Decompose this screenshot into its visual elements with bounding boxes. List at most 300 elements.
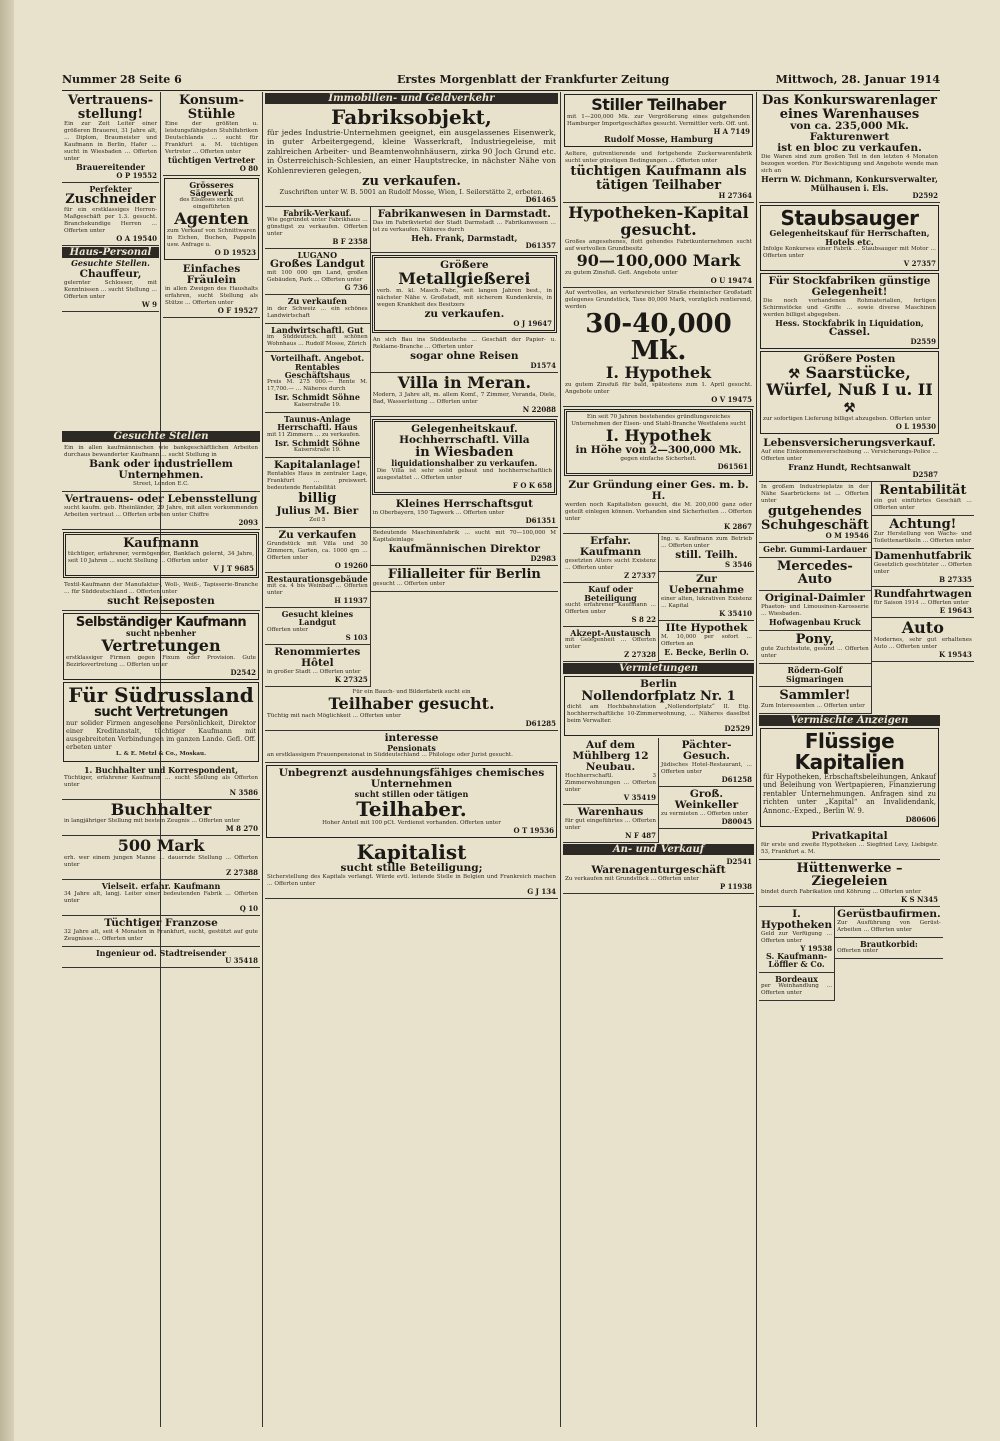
ad-text: erh. wer einem jungen Manne … dauernde Stellung … Offerten unter: [64, 855, 258, 869]
ad-ref: D61351: [525, 515, 556, 525]
ad-ref: D80045: [721, 817, 752, 827]
ad-ref: D2983: [530, 553, 556, 563]
ad-metallgiesserei: [372, 255, 557, 333]
ad-sub: Großes Landgut: [269, 258, 365, 271]
ad-title: Vertrauens- oder Lebensstellung: [64, 493, 258, 506]
col5-split: [759, 482, 972, 713]
ad-sub: tüchtigen Vertreter: [168, 155, 255, 166]
ad-title: Restaurationsgebäude: [267, 573, 368, 584]
ad-text: mit 1—200,000 Mk. zur Vergrößerung eines gutgehenden Hamburger Importgeschäftes gesucht. Vermittler verb. Off. unt.: [567, 113, 750, 127]
ad-kapitalist: [265, 840, 558, 899]
ad-iite-hypothek: [659, 621, 754, 660]
ad-reklame: [371, 335, 558, 373]
ad-title: Mercedes-Auto: [776, 558, 853, 588]
page-binding: [0, 0, 14, 1441]
ad-amount: 30-40,000 Mk.: [585, 308, 732, 367]
ad-title: Gelegenheitskauf. Hochherrschaftl. Villa: [399, 422, 530, 446]
ad-privatkapital: [759, 829, 940, 860]
lower-split: [62, 764, 260, 968]
ad-buchhalter-korrespondent: [62, 764, 260, 799]
ad-title: sucht Reiseposten: [107, 594, 215, 607]
ad-ref: K 35410: [719, 609, 752, 619]
column-rule: [560, 92, 561, 1427]
ad-title: Stiller Teilhaber: [591, 95, 726, 114]
ad-sub: in Wiesbaden: [415, 444, 514, 460]
ad-gruendung-gmbh: [563, 478, 754, 534]
ad-ref: Z 27337: [624, 571, 656, 581]
ad-filialleiter: [371, 566, 558, 593]
ad-sub: zu verkaufen.: [362, 174, 461, 190]
ad-chemisches-unternehmen: [266, 765, 557, 837]
ad-text: in langjähriger Stellung mit bestem Zeugnis … Offerten unter: [64, 818, 240, 825]
ad-text: Sicherstellung des Kapitals verlangt. Würde evtl. leitende Stelle in Belgien und Frankreich machen … Offerten unter: [267, 873, 556, 887]
ad-ref: G J 134: [527, 886, 556, 896]
ad-ref: O J 19647: [513, 318, 552, 328]
ad-reiseposten: [62, 580, 260, 611]
ad-ref: 2093: [238, 518, 258, 528]
ad-huettenwerke: [759, 860, 940, 907]
ad-title: Bank oder industriellem Unternehmen.: [89, 458, 233, 482]
ad-sub: Pensionats: [387, 742, 436, 753]
ad-title-text: Saarstücke, Würfel, Nuß I u. II: [766, 363, 933, 400]
ad-text: für gut eingeführtes … Offerten unter: [565, 818, 656, 832]
ad-hypotheken-kapital: [563, 203, 754, 287]
ad-landwirtschaft: [265, 324, 370, 352]
ad-firm: Hess. Stockfabrik in Liquidation,: [775, 317, 924, 328]
ad-title: Erfahr. Kaufmann: [579, 535, 642, 559]
hammer-pick-icon: ⚒: [843, 400, 856, 416]
ad-text: Die Waren sind zum großen Teil in den letzten 4 Monaten bezogen worden. Für Besichtigung und Angebote wende man sich an: [761, 154, 938, 175]
ad-title: Zu verkaufen: [287, 296, 347, 307]
ad-text: für jedes Industrie-Unternehmen geeignet, ein ausgelassenes Eisenwerk, in guter Arbeitergegend, kleine Wasserkraft, Industriegeleise, mit zahlreichen Arbeiter- und Beamtenwohnhäusern, zirka 90 Joch Grund etc. in Österreichisch-Schlesien, an einer Hauptstrecke, in nächster Nähe von Kohlenrevieren gelegen,: [267, 128, 556, 175]
ad-title: tüchtigen Kaufmann als tätigen Teilhaber: [570, 164, 747, 193]
ad-contact: Zuschriften unter W. B. 5001 an Rudolf Mosse, Wien, I. Seilerstätte 2, erbeten.: [279, 187, 544, 196]
ad-fraeulein: [163, 262, 260, 318]
ad-title: Gebr. Gummi-Lardauer: [763, 544, 867, 555]
ad-konsum-stuehle: [163, 92, 260, 176]
ad-text: Rentables Haus in zentraler Lage, Frankfurt … preiswert. bedeutende Rentabilität: [267, 471, 368, 491]
ad-muehlberg: [563, 738, 658, 805]
ad-sammler: [759, 687, 871, 714]
column-3: [265, 92, 558, 1427]
ad-bank-industrie: [62, 443, 260, 492]
ad-text: Jüdisches Hotel-Restaurant, … Offerten unter: [661, 761, 752, 775]
ad-rentabilitaet: [872, 482, 974, 516]
ad-uebernahme: [659, 572, 754, 621]
ad-villa-meran: [371, 373, 558, 417]
ad-schuhgeschaeft: [759, 482, 871, 543]
ad-kapitalanlage: [265, 458, 370, 528]
ad-gelegenheitskauf-villa: [372, 419, 557, 495]
ad-title: Tüchtiger Franzose: [104, 916, 218, 929]
ad-title: Buchhalter: [110, 799, 212, 819]
ad-firm: Hofwagenbau Kruck: [769, 617, 861, 628]
ad-mercedes-auto: [759, 558, 871, 591]
ad-title: Kleines Herrschaftsgut: [395, 497, 533, 510]
ad-text: Wie gegründet unter Fabrikhaus … günstigst zu verkaufen. Offerten unter: [267, 217, 368, 238]
ad-ref: N 22088: [522, 404, 556, 414]
ad-title: Kapitalist: [356, 839, 467, 864]
ad-konkurswarenlager: [759, 92, 940, 203]
ad-firm: Herrn W. Dichmann, Konkursverwalter, Mülhausen i. Els.: [761, 174, 938, 193]
ad-kicker: Größere Posten: [803, 353, 896, 366]
ad-ref: O A 19540: [116, 233, 157, 243]
section-gesuchte-stellen: Gesuchte Stellen.: [71, 257, 150, 268]
ad-address: Zeil 5: [309, 516, 326, 523]
ad-text: einer alten, lukrativen Existenz … Kapital: [661, 596, 752, 610]
issue-number: Nummer 28 Seite 6: [62, 73, 182, 86]
ad-title: Zur Uebernahme: [668, 573, 745, 597]
ad-franzose: [62, 916, 260, 947]
ad-text: Geld zur Verfügung … Offerten unter: [761, 930, 833, 944]
ad-big: Agenten: [174, 209, 249, 229]
ad-title: Hüttenwerke – Ziegeleien: [796, 860, 903, 890]
ad-teilhaber-gesucht: [265, 687, 558, 731]
ad-ref: O P 19552: [116, 170, 157, 180]
ad-ref: V J T 9685: [213, 563, 254, 573]
ad-text: Ein zur Zeit Leiter einer größeren Brauerei, 31 Jahre alt, … Diplom, Braumeister und Kaufmann in Berlin, Hafer … sucht in Wiesbaden … Offerten unter: [64, 121, 157, 163]
ad-text: 32 Jahre alt, seit 4 Monaten in Frankfurt, sucht, gestützt auf gute Zeugnisse … Offerten unter: [64, 928, 258, 942]
ad-text: Modern, 3 Jahre alt, m. allem Komf., 7 Zimmer, Veranda, Diele, Bad, Wasserleitung … Offerten unter: [372, 391, 556, 405]
ad-ref: F O K 658: [512, 480, 552, 490]
ad-text: Auf eine Einkommensverschiebung … Versicherungs-Police … Offerten unter: [761, 448, 938, 462]
ad-text: Infolge Konkurses einer Fabrik … Staubsauger mit Motor … Offerten unter: [763, 245, 936, 259]
ad-sub: gegen einfache Sicherheit.: [620, 456, 697, 463]
ad-text: in allen Zweigen des Haushalts erfahren, sucht Stellung als Stütze … Offerten unter: [165, 286, 258, 307]
ad-text: für Saison 1914 … Offerten unter: [873, 600, 969, 607]
ad-firm: Julius M. Bier: [276, 504, 359, 517]
ad-text: verb. m. kl. Masch.-Fabr., seit langen Jahren best., in nächster Nähe v. Großstadt, mit sicherem Kundenkreis, in wegen Krankheit des Besitzers: [376, 287, 552, 308]
ad-title: Taunus-Anlage Herrschaftl. Haus: [277, 413, 358, 433]
ad-title: Original-Daimler: [764, 592, 865, 605]
ad-text: in Oberbayern, 150 Tagwerk … Offerten unter: [372, 509, 505, 516]
ad-ref: O V 19475: [711, 395, 752, 405]
ad-text-2: zu gutem Zinsfuß für bald, spätestens zum 1. April gesucht. Angebote unter: [565, 382, 752, 396]
ad-text: Ing. u. Kaufmann zum Betrieb … Offerten unter: [661, 536, 752, 550]
ad-text: Hoher Anteil mit 100 pCt. Verdienst vorhanden. Offerten unter: [322, 819, 501, 826]
ad-text: im Süddeutsch. mit schönen Wohnhaus … Rudolf Mosse, Zürich: [267, 334, 368, 348]
ad-ref: P 11938: [719, 882, 752, 892]
ad-pensionat: [265, 731, 558, 763]
ad-ref: M 8 270: [225, 824, 258, 834]
column-rule: [756, 92, 757, 1427]
ad-title: Warenhaus: [577, 806, 644, 818]
ad-text: sucht kaufm. geb. Rheinländer, 29 Jahre, mit allen vorkommenden Arbeiten vertraut … Offerten erbeten unter Chiffre: [64, 505, 258, 519]
ad-city: Cassel.: [828, 326, 871, 339]
ad-title: Zu verkaufen: [278, 528, 357, 541]
ad-ref: G 736: [344, 283, 368, 293]
ad-berlin-nollendorfplatz: [564, 676, 753, 736]
ad-title: interesse: [384, 731, 439, 744]
ad-text-2: zum Verkauf von Schnittwaren in Eichen, Buchen, Pappeln usw. Anfrage u.: [167, 228, 256, 249]
ad-title: Pony,: [795, 631, 835, 647]
ad-title: Bordeaux: [775, 973, 818, 984]
ad-sub: Gelegenheitskauf für Herrschaften, Hotels etc.: [769, 228, 930, 247]
ad-text: In großem Industrieplatze in der Nähe Saarbrückens ist … Offerten unter: [761, 484, 869, 505]
ad-firm: S. Kaufmann-Löffler & Co.: [766, 950, 828, 970]
ad-ref: V 27357: [903, 258, 936, 268]
ad-title: gutgehendes Schuhgeschäft: [761, 504, 869, 533]
ad-text: Offerten unter: [837, 948, 879, 955]
ad-text: gesetzten Alters sucht Existenz … Offerten unter: [565, 558, 656, 572]
ad-title: Fabriksobjekt,: [331, 105, 492, 129]
ad-ref: D2542: [230, 667, 256, 677]
ad-ref: W 9: [141, 300, 157, 310]
ad-text: bindet durch Fabrikation und Köhrung … Offerten unter: [761, 888, 921, 895]
ad-zu-verkaufen: [265, 295, 370, 323]
ad-text: Ein in allen kaufmännischen wie bankgeschäftlichen Arbeiten durchaus bewanderter Kaufmann … sucht Stellung in: [64, 445, 258, 458]
ad-title: 500 Mark: [117, 836, 205, 856]
ad-title: Ingenieur od. Stadtreisender: [95, 947, 227, 958]
ad-title: Chauffeur,: [79, 268, 142, 281]
ad-fluessige-kapitalien: [760, 728, 939, 827]
ad-ref: D61465: [525, 194, 556, 204]
section-immobilien: Immobilien- und Geldverkehr: [265, 93, 558, 104]
ad-ref: O 80: [239, 163, 258, 173]
ad-ref: K 2867: [723, 522, 752, 532]
ad-sub: sucht Vertretungen: [94, 704, 228, 720]
ad-title: Akzept-Austausch: [570, 627, 651, 638]
ad-selbstaendiger-kaufmann: [63, 613, 259, 680]
ad-warenhaus: [563, 805, 658, 843]
ad-still-teilh: [659, 534, 754, 572]
ad-kauf-beteiligung: [563, 583, 658, 627]
ad-text: zur sofortigen Lieferung billigst abzugeben. Offerten unter: [763, 415, 931, 422]
ad-ref: Street, London E.C.: [133, 481, 189, 488]
ad-ref: D61357: [525, 241, 556, 251]
ad-amount: 90—100,000 Mark: [576, 251, 741, 271]
ad-lebensstellung: [62, 492, 260, 530]
ad-text: an erstklassigem Frauenpensionat in Süddeutschland … Philologe oder Jurist gesucht.: [267, 752, 513, 759]
ad-fabrik-verkauf: [265, 207, 370, 249]
ad-text: gelernter Schlosser, mit Kenntnissen … sucht Stellung … Offerten unter: [64, 280, 157, 301]
ad-title: Privatkapital: [811, 829, 888, 842]
ad-ref: O U 19474: [710, 275, 752, 285]
ad-staubsauger: [760, 205, 939, 271]
ad-text: dicht am Hochbahnstation „Nollendorfplatz“ II. Etg. hochherrschaftliche 10-Zimmerwohnung, … Näheres daselbst beim Verwalter.: [567, 703, 750, 724]
ad-text: für ein erstklassiges Herren-Maßgeschäft per 1.3. gesucht. Branchekundige Herren … Offerten unter: [64, 206, 157, 234]
ad-title: Hypotheken-Kapital gesucht.: [568, 203, 749, 240]
ad-ref: L. & E. Metzl & Co., Moskau.: [115, 751, 207, 758]
ad-title: sogar ohne Reisen: [410, 349, 519, 362]
ad-title: Staubsauger: [780, 206, 919, 231]
ad-title: Renommiertes Hôtel: [274, 645, 361, 669]
ad-i-hypotheken: [759, 907, 834, 973]
ad-title: Filialleiter für Berlin: [387, 566, 541, 582]
ad-text: sucht erfahrener Kaufmann … Offerten unter: [565, 601, 656, 615]
ad-ref: V 35419: [623, 793, 656, 802]
ad-title: Gesucht kleines Landgut: [281, 609, 354, 628]
section-gesuchte-stellen-bar: Gesuchte Stellen: [62, 431, 260, 442]
ad-text: Auf wertvolles, an verkehrsreicher Straße rheinischer Großstadt gelegenes Grundstück, Taxe 80,000 Mark, vorzüglich rentierend, werden: [565, 289, 752, 310]
ad-title: Selbständiger Kaufmann: [75, 614, 247, 630]
ad-text: Offerten unter: [267, 626, 308, 633]
ad-text: Textil-Kaufmann der Manufaktur-, Woll-, Weiß-, Tapisserie-Branche … für Süddeutschland … Offerten unter: [64, 581, 258, 595]
ad-title: Rundfahrtwagen: [873, 588, 972, 601]
ad-kicker: Für ein Bauch- und Bilderfabrik sucht ein: [352, 688, 471, 695]
ad-ref: O M 19546: [825, 531, 869, 541]
ad-text: erstklassiger Firmen gegen Fixum oder Provision. Gute Bezirksvertretung … Offerten unter: [66, 654, 256, 668]
ad-landgut: [265, 608, 370, 645]
column-rule: [262, 92, 263, 1427]
ad-text: Zur Herstellung von Wachs- und Toilettenartikeln … Offerten unter: [873, 531, 972, 545]
ad-text: Preis M. 275 000.— Rente M. 17,700.— … Näheres durch: [267, 379, 368, 393]
ad-sub: Rentables Geschäftshaus: [284, 361, 350, 381]
ad-address: Kaiserstraße 19.: [293, 446, 341, 453]
ad-title: Für Südrussland: [68, 682, 254, 707]
ad-fabrikanwesen-darmstadt: [371, 207, 558, 253]
ad-stiller-teilhaber: [564, 94, 753, 147]
ad-big: I. Hypothek: [605, 426, 712, 446]
section-vermietungen: Vermietungen: [563, 663, 754, 674]
ad-text: Das im Fabrikviertel der Stadt Darmstadt … Fabrikanwesen … ist zu verkaufen. Näheres durch: [372, 219, 556, 233]
ad-title: Auf dem Mühlberg 12: [572, 738, 649, 762]
ad-title: Damenhutfabrik: [874, 550, 972, 563]
ad-paechter-gesuch: [659, 738, 754, 787]
ad-lugano: [265, 249, 370, 295]
ad-golf: [759, 664, 871, 687]
ad-amount: in Höhe von 2—300,000 Mk.: [575, 444, 742, 457]
ad-text: ein gut einführtes Geschäft … Offerten unter: [873, 497, 972, 511]
ad-text: tüchtiger, erfahrener, vermögender, Bankfach gelernt, 34 Jahre, seit 10 Jahren … sucht Stellung … Offerten unter: [68, 550, 254, 564]
ad-title: Vielseit. erfahr. Kaufmann: [101, 881, 221, 892]
ad-text: mit 11 Zimmern … zu verkaufen.: [267, 431, 361, 438]
ad-title: Gerüstbaufirmen.: [837, 907, 941, 920]
ad-ref: S 3546: [725, 560, 752, 570]
ad-address: Kaiserstraße 19.: [293, 401, 341, 408]
issue-date: Mittwoch, 28. Januar 1914: [775, 73, 940, 86]
hammer-pick-icon: ⚒: [788, 367, 800, 383]
ad-ref: D2529: [724, 723, 750, 733]
ad-500-mark: [62, 836, 260, 880]
ad-text-2: zu gutem Zinsfuß. Gefl. Angebote unter: [565, 269, 678, 276]
ad-akzept-austausch: [563, 627, 658, 662]
ad-ref: Z 27328: [624, 650, 656, 660]
ad-big: Vertretungen: [101, 635, 221, 655]
ad-ref: D61258: [721, 774, 752, 784]
ad-ref: Y 19538: [800, 943, 833, 953]
ad-title: Groß. Weinkeller: [674, 787, 739, 811]
ad-text: mit 100 000 qm Land, großen Gebäuden, Park … Offerten unter: [267, 270, 368, 284]
ad-taetiger-teilhaber: [563, 149, 754, 203]
ad-text: Zum Interessenten … Offerten unter: [761, 702, 865, 709]
ad-title: Für Stockfabriken günstige Gelegenheit!: [768, 274, 931, 298]
ad-ref: O T 19536: [513, 825, 554, 835]
ad-big: Teilhaber.: [356, 796, 467, 821]
ad-text: gute Zuchtsstute, gesund … Offerten unter: [761, 646, 869, 660]
ad-suedrussland: [63, 682, 259, 763]
ad-text: für erste und zweite Hypotheken … Siegfried Levy, Liebigstr. 53, Frankfurt a. M.: [761, 841, 938, 855]
ad-ref: Q 10: [239, 903, 258, 913]
ad-title: Fabrikanwesen in Darmstadt.: [377, 207, 551, 220]
masthead-title: Erstes Morgenblatt der Frankfurter Zeitung: [397, 73, 670, 86]
ad-ref: S 8 22: [631, 614, 656, 624]
ad-vertrauensstellung: [62, 92, 159, 183]
ad-title: I. Hypotheken: [761, 907, 833, 931]
ad-firm: Rudolf Mosse, Hamburg: [604, 133, 713, 144]
ad-saarstuecke: [760, 351, 939, 433]
ad-sub: I. Hypothek: [605, 363, 712, 383]
ad-title: Sammler!: [779, 687, 851, 703]
ad-text: M. 10,000 per sofort … Offerten an: [661, 634, 752, 648]
ad-title: Kaufmann: [123, 536, 199, 552]
ad-text: Hochherrschaftl. 3 Zimmerwohnungen … Offerten unter: [565, 773, 656, 793]
ad-text: Zu verkaufen mit Grundstück … Offerten unter: [565, 876, 699, 883]
ad-achtung: [872, 516, 974, 550]
ad-text: mit Gelegenheit … Offerten unter: [565, 637, 656, 651]
ad-erfahr-kaufmann: [563, 534, 658, 583]
ad-text: Tüchtig mit nach Möglichkeit … Offerten unter: [267, 712, 401, 719]
ad-text: für Hypotheken, Erbschaftsbeleihungen, Ankauf und Beleihung von Wertpapieren, Finanzierung rentabler Unternehmungen. Anfragen sind zu richten unter „Kapital“ an Invalidendank, Annonc.-Exped., Berlin W. 9.: [763, 772, 936, 815]
ad-text: Aeltere, gutrentierende und fortgehende Zuckerwarenfabrik sucht unter günstigen Bedingungen … Offerten unter: [565, 151, 752, 165]
ad-amount: von ca. 235,000 Mk. Fakturenwert: [790, 120, 909, 144]
ad-title: Achtung!: [889, 516, 957, 532]
ad-ref: H A 7149: [713, 126, 750, 136]
ad-firm: E. Becke, Berlin O.: [664, 647, 749, 658]
ad-title: Grösseres Sägewerk: [189, 179, 234, 199]
ad-text: per Weinhandlung … Offerten unter: [761, 983, 833, 997]
column-2: [163, 92, 260, 428]
ad-kicker: Perfekter: [89, 183, 132, 194]
ad-ref: D61561: [717, 462, 748, 472]
ad-text: Zur Ausführung von Gerüst-Arbeiten … Offerten unter: [837, 919, 941, 933]
ad-text: Phaeton- und Limousinen-Karosserie … Wiesbaden.: [761, 604, 869, 618]
ad-text: An sich Bau ins Süddeutsche … Geschäft der Papier- u. Reklame-Branche … Offerten unter: [372, 336, 556, 350]
ad-ref: D2587: [912, 470, 938, 480]
ad-firm: Heh. Frank, Darmstadt,: [411, 232, 518, 243]
ad-ref: O L 19530: [895, 421, 936, 431]
ad-ref: D2559: [910, 337, 936, 347]
ad-ref: O D 19523: [214, 248, 256, 258]
ad-text: nur solider Firmen angesehene Persönlichkeit, Direktor einer Kreditanstalt, tüchtiger Kaufmann mit ausgebreiteten Verbindungen im ganzen Lande. Gefl. Off. erbeten unter: [66, 719, 256, 752]
col3-split: [265, 207, 558, 687]
section-vermischte-anzeigen: Vermischte Anzeigen: [759, 715, 940, 726]
ad-herrschaftsgut: [371, 497, 558, 528]
ad-title: Pächter-Gesuch.: [681, 738, 732, 762]
ad-warenagentur: [563, 856, 754, 894]
column-4: [563, 92, 754, 1427]
ad-address: Nollendorfplatz Nr. 1: [581, 689, 736, 705]
ad-title: Vertrauens-stellung!: [67, 93, 154, 122]
ad-text: Tüchtiger, erfahrener Kaufmann … sucht Stellung als Offerten unter: [64, 774, 258, 788]
ad-title: Konsum-Stühle: [178, 93, 245, 122]
ad-title: Rödern-Golf Sigmaringen: [786, 665, 844, 684]
ad-bordeaux: [759, 973, 834, 1001]
ad-sub: Neubau.: [585, 760, 636, 773]
ad-sub: sucht stille Beteiligung;: [340, 861, 483, 874]
ad-title: Das Konkurswarenlager eines Warenhauses: [761, 93, 938, 122]
ad-stockfabrik: [760, 273, 939, 349]
column-1-wide: [62, 430, 260, 1427]
ad-title: 1. Buchhalter und Korrespondent,: [83, 765, 239, 776]
ad-ref: K 27325: [334, 674, 368, 684]
ad-rundfahrtwagen: [872, 587, 974, 618]
ad-title: Warenagenturgeschäft: [591, 864, 726, 877]
ad-ref: E 19643: [939, 606, 972, 616]
ad-text: in der Schweiz … ein schönes Landwirtschaft: [267, 305, 368, 319]
ad-text: Gesetzlich geschützter … Offerten unter: [873, 562, 972, 576]
col4-split: [563, 534, 754, 662]
column-5: [759, 92, 972, 1427]
ad-taunus-anlage: [265, 413, 370, 458]
ad-ref: S 103: [345, 632, 368, 642]
ad-title: still. Teilh.: [675, 549, 738, 562]
ad-auto: [872, 618, 974, 662]
ad-pony: [759, 631, 871, 665]
ad-title: Einfaches Fräulein: [182, 263, 241, 287]
ad-title: Zuschneider: [65, 192, 156, 208]
ad-sub: sucht stillen oder tätigen: [354, 789, 469, 800]
